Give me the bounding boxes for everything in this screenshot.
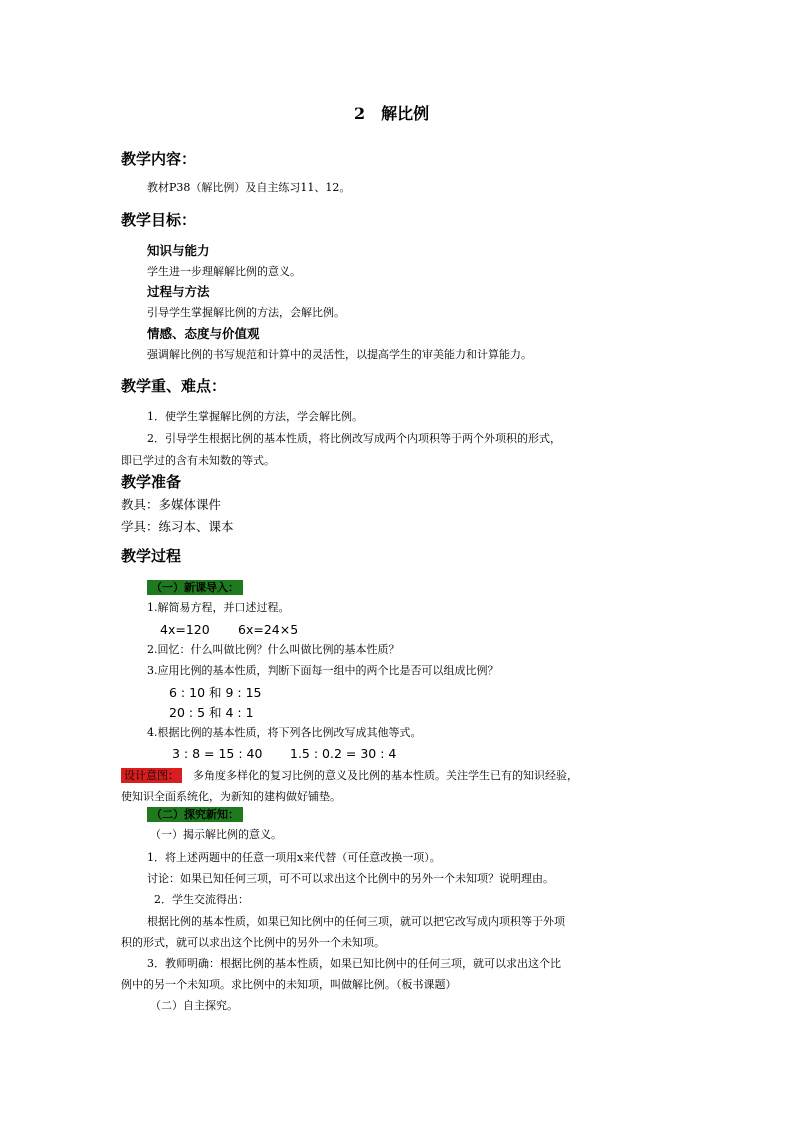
knowledge-heading: 知识与能力 — [147, 243, 210, 258]
eq2: 6x=24×5 — [238, 622, 299, 637]
prep-student: 学具：练习本、课本 — [121, 519, 234, 534]
keypoints-heading: 教学重、难点： — [121, 377, 227, 395]
part1-label: （一）新课导入： — [147, 580, 243, 595]
content-heading: 教学内容： — [121, 150, 197, 168]
process-section-heading: 教学过程 — [121, 547, 182, 565]
sub1: （一）揭示解比例的意义。 — [150, 828, 282, 841]
q2: 2.回忆：什么叫做比例？什么叫做比例的基本性质？ — [147, 643, 400, 656]
pair2: 20 : 5 和 4 : 1 — [169, 705, 254, 720]
s3-line2: 例中的另一个未知项。求比例中的未知项，叫做解比例。（板书课题） — [121, 978, 457, 991]
goals-heading: 教学目标： — [121, 211, 197, 229]
q3: 3.应用比例的基本性质，判断下面每一组中的两个比是否可以组成比例？ — [147, 664, 499, 677]
sub2: （二）自主探究。 — [150, 999, 238, 1012]
q4: 4.根据比例的基本性质，将下列各比例改写成其他等式。 — [147, 726, 422, 739]
s2: 2．学生交流得出： — [154, 893, 249, 906]
knowledge-text: 学生进一步理解解比例的意义。 — [147, 265, 301, 278]
prop2: 1.5 : 0.2 = 30 : 4 — [290, 746, 397, 761]
content-text: 教材P38（解比例）及自主练习11、12。 — [147, 181, 351, 194]
q1: 1.解简易方程，并口述过程。 — [147, 601, 290, 614]
prop1: 3 : 8 = 15 : 40 — [172, 746, 263, 761]
keypoints-item2-line1: 2．引导学生根据比例的基本性质，将比例改写成两个内项积等于两个外项积的形式， — [147, 432, 561, 445]
prep-heading: 教学准备 — [121, 473, 182, 491]
part2-label: （二）探究新知： — [147, 807, 243, 822]
process-heading: 过程与方法 — [147, 284, 210, 299]
keypoints-item2-line2: 即已学过的含有未知数的等式。 — [121, 454, 275, 467]
emotion-heading: 情感、态度与价值观 — [147, 326, 260, 341]
eq1: 4x=120 — [160, 622, 210, 637]
keypoints-item1: 1．使学生掌握解比例的方法，学会解比例。 — [147, 410, 363, 423]
design-label: 设计意图： — [121, 768, 182, 783]
prep-tools: 教具：多媒体课件 — [121, 497, 222, 512]
pair1: 6 : 10 和 9 : 15 — [169, 685, 262, 700]
process-text: 引导学生掌握解比例的方法，会解比例。 — [147, 306, 345, 319]
s3-line1: 3．教师明确：根据比例的基本性质，如果已知比例中的任何三项，就可以求出这个比 — [147, 957, 561, 970]
s2-line1: 根据比例的基本性质，如果已知比例中的任何三项，就可以把它改写成内项积等于外项 — [147, 915, 565, 928]
s2-line2: 积的形式，就可以求出这个比例中的另外一个未知项。 — [121, 936, 385, 949]
page-title: 2 解比例 — [354, 104, 430, 123]
s1: 1．将上述两题中的任意一项用x来代替（可任意改换一项）。 — [147, 851, 441, 864]
emotion-text: 强调解比例的书写规范和计算中的灵活性，以提高学生的审美能力和计算能力。 — [147, 348, 532, 361]
discuss: 讨论：如果已知任何三项，可不可以求出这个比例中的另外一个未知项？说明理由。 — [147, 872, 554, 885]
design-line1: 多角度多样化的复习比例的意义及比例的基本性质。关注学生已有的知识经验， — [193, 769, 578, 782]
design-line2: 使知识全面系统化，为新知的建构做好铺垫。 — [121, 790, 341, 803]
